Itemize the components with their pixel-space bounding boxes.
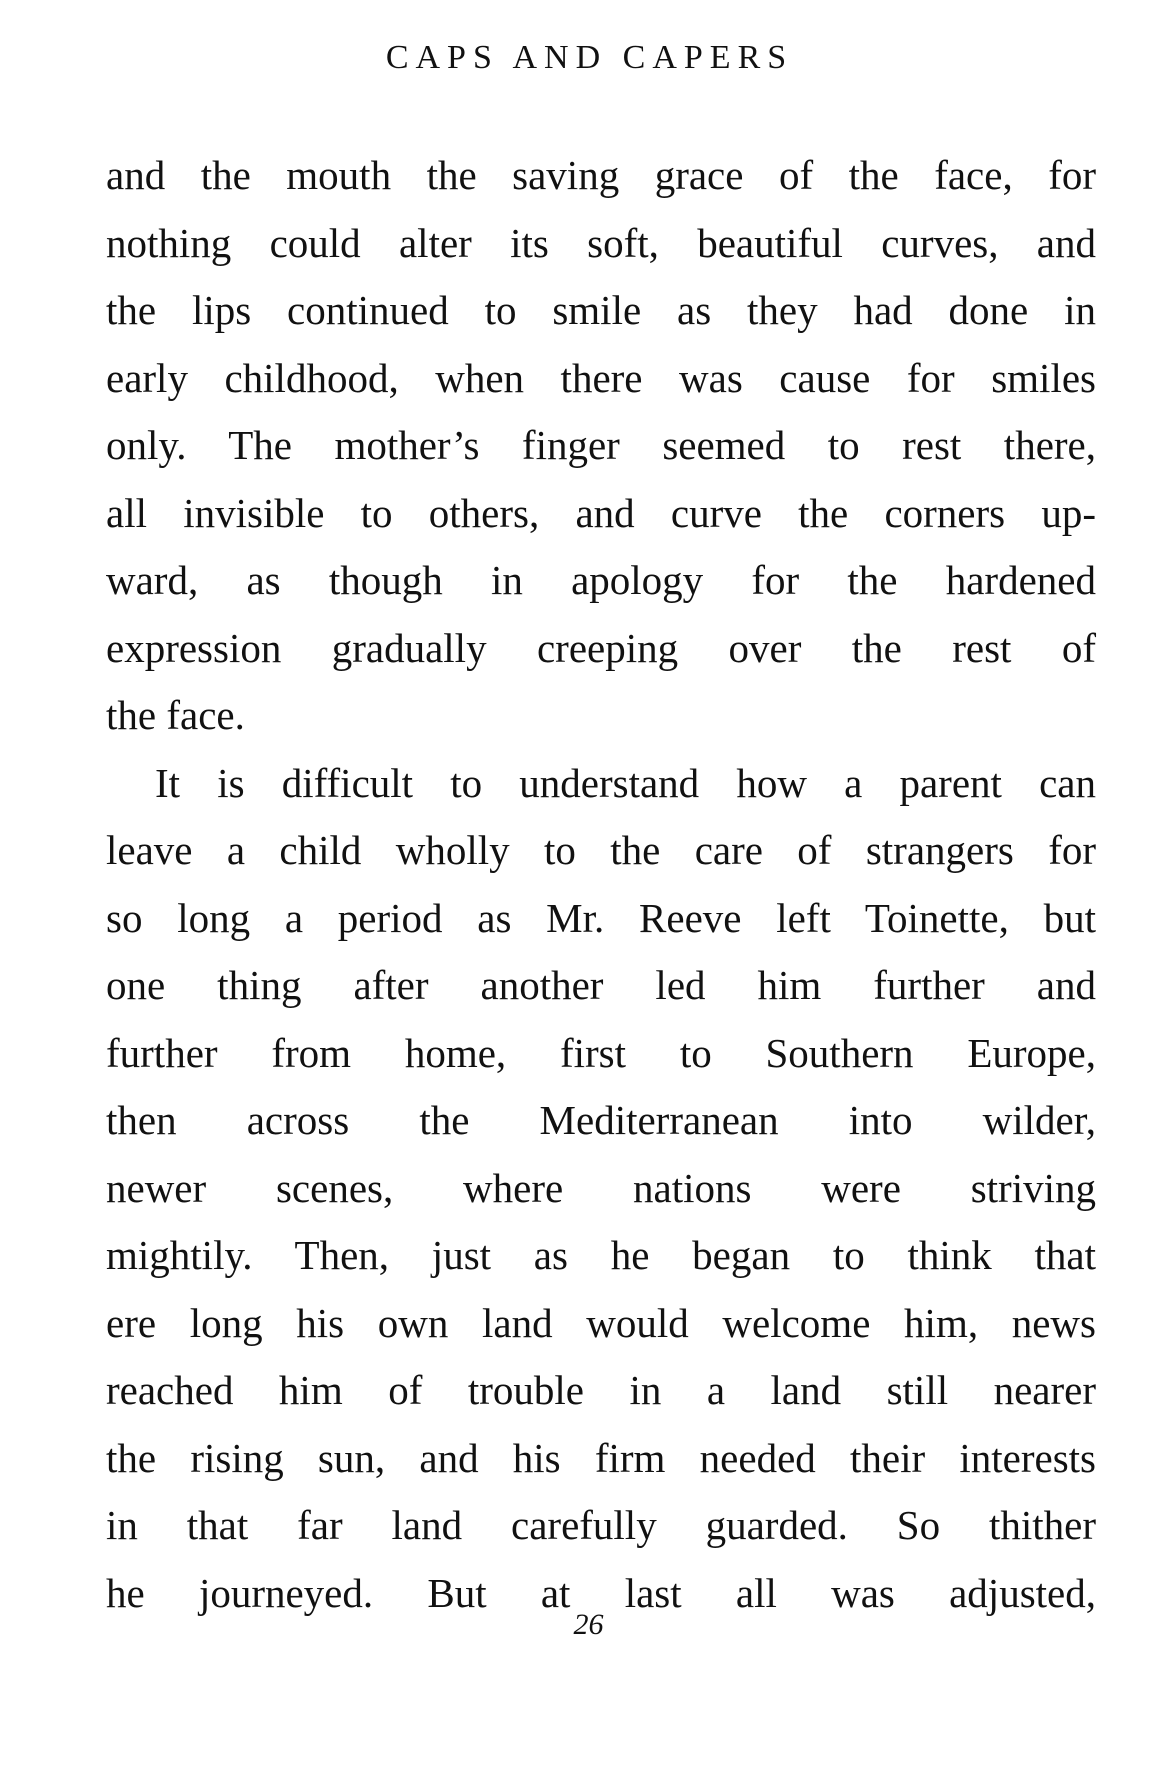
text-line: reached him of trouble in a land still nearer <box>106 1367 1096 1413</box>
body-text <box>106 142 1096 1627</box>
text-line: so long a period as Mr. Reeve left Toinette, but <box>106 894 1096 941</box>
text-line: ere long his own land would welcome him, news <box>106 1299 1096 1346</box>
text-line: then across the Mediterranean into wilder, <box>106 1097 1096 1143</box>
text-line: the lips continued to smile as they had done in <box>106 287 1096 333</box>
paragraph-first-line: It is difficult to understand how a parent can <box>155 759 1096 806</box>
text-line: the rising sun, and his firm needed their interests <box>106 1434 1096 1481</box>
text-line: he journeyed. But at last all was adjusted, <box>106 1569 1096 1616</box>
text-line: nothing could alter its soft, beautiful curves, and <box>106 219 1096 266</box>
text-line: and the mouth the saving grace of the face, for <box>106 152 1096 198</box>
text-line: ward, as though in apology for the hardened <box>106 557 1096 603</box>
page-number: 26 <box>573 1608 604 1641</box>
paragraph-end-line: the face. <box>106 692 245 738</box>
running-head: CAPS AND CAPERS <box>385 39 794 76</box>
text-line: only. The mother’s finger seemed to rest there, <box>106 422 1096 468</box>
text-line: all invisible to others, and curve the corners up- <box>106 489 1096 536</box>
text-line: leave a child wholly to the care of strangers for <box>106 827 1096 873</box>
text-line: in that far land carefully guarded. So thither <box>106 1502 1096 1548</box>
text-line: expression gradually creeping over the rest of <box>106 624 1096 671</box>
text-line: early childhood, when there was cause for smiles <box>106 354 1096 401</box>
text-line: newer scenes, where nations were striving <box>106 1164 1096 1211</box>
text-line: further from home, first to Southern Europe, <box>106 1029 1096 1076</box>
text-line: one thing after another led him further and <box>106 962 1096 1008</box>
text-line: mightily. Then, just as he began to think that <box>106 1232 1096 1278</box>
